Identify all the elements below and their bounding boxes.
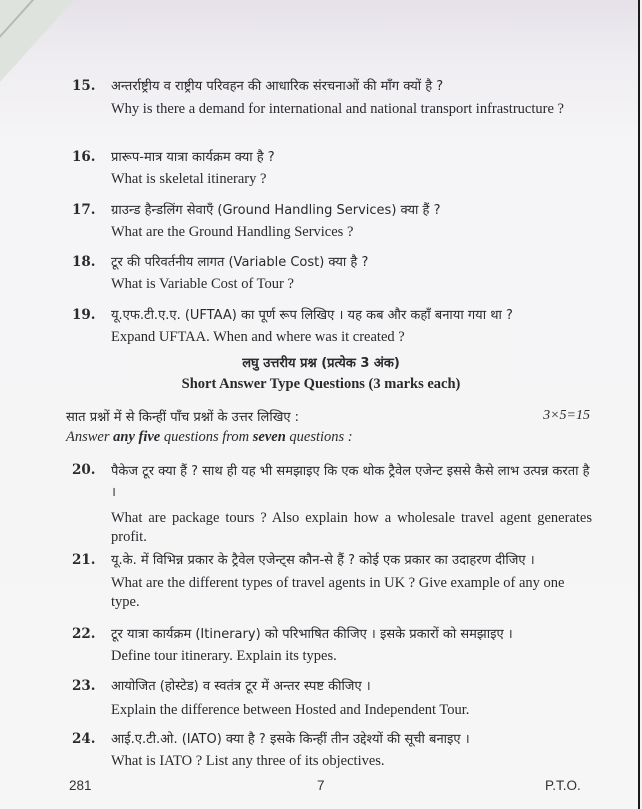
question-18	[72, 253, 592, 294]
question-text-english: What are the different types of travel agents in UK ? Give example of any one type.	[111, 575, 565, 610]
question-text-hindi: प्रारूप-मात्र यात्रा कार्यक्रम क्या है ?	[111, 150, 275, 165]
section-heading	[0, 354, 642, 394]
question-19	[72, 306, 592, 347]
question-23	[72, 677, 592, 720]
instruction-hindi: सात प्रश्नों में से किन्हीं पाँच प्रश्नों के उत्तर लिखिए :	[66, 410, 300, 425]
question-number: 22.	[72, 626, 96, 642]
section-title-hindi: लघु उत्तरीय प्रश्न (प्रत्येक 3 अंक)	[242, 356, 400, 371]
question-number: 24.	[72, 731, 96, 747]
question-text-english: What is skeletal itinerary ?	[111, 171, 267, 187]
question-22	[72, 625, 592, 666]
question-21	[72, 551, 592, 612]
question-text-english: Explain the difference between Hosted and Independent Tour.	[111, 702, 470, 718]
question-16	[72, 148, 592, 189]
question-text-hindi: टूर यात्रा कार्यक्रम (Itinerary) को परिभाषित कीजिए । इसके प्रकारों को समझाइए ।	[111, 627, 513, 642]
question-number: 20.	[72, 462, 96, 478]
question-text-hindi: आयोजित (होस्टेड) व स्वतंत्र टूर में अन्तर स्पष्ट कीजिए ।	[111, 679, 371, 694]
question-text-hindi: पैकेज टूर क्या हैं ? साथ ही यह भी समझाइए कि एक थोक ट्रैवेल एजेन्ट इससे कैसे लाभ उत्पन्न करता है ।	[111, 464, 590, 500]
emphasis-any-five: any five	[113, 429, 161, 445]
question-number: 15.	[72, 78, 96, 94]
question-24	[72, 730, 592, 771]
question-number: 21.	[72, 552, 96, 568]
folded-page-corner	[0, 0, 74, 82]
question-15	[72, 77, 592, 119]
question-text-english: What is Variable Cost of Tour ?	[111, 276, 294, 292]
page-number: 7	[317, 778, 325, 793]
question-text-english: Define tour itinerary. Explain its types.	[111, 648, 337, 664]
question-text-hindi: टूर की परिवर्तनीय लागत (Variable Cost) क्या है ?	[111, 255, 369, 270]
question-number: 16.	[72, 149, 96, 165]
instruction-english: Answer any five questions from seven questions :	[66, 429, 353, 445]
question-number: 18.	[72, 254, 96, 270]
section-title-english: Short Answer Type Questions (3 marks each)	[181, 376, 461, 392]
question-text-hindi: अन्तर्राष्ट्रीय व राष्ट्रीय परिवहन की आधारिक संरचनाओं की माँग क्यों है ?	[111, 79, 444, 94]
question-text-hindi: आई.ए.टी.ओ. (IATO) क्या है ? इसके किन्हीं तीन उद्देश्यों की सूची बनाइए ।	[111, 732, 470, 747]
question-text-hindi: ग्राउन्ड हैन्डलिंग सेवाएँ (Ground Handling Services) क्या हैं ?	[111, 203, 441, 218]
question-text-english: Expand UFTAA. When and where was it created ?	[111, 329, 405, 345]
question-text-english: What are package tours ? Also explain how a wholesale travel agent generates profit.	[111, 510, 592, 545]
page-edge-border	[638, 0, 640, 809]
question-text-hindi: यू.के. में विभिन्न प्रकार के ट्रैवेल एजेन्ट्स कौन-से हैं ? कोई एक प्रकार का उदाहरण दीजिए ।	[111, 553, 535, 568]
paper-code: 281	[69, 778, 92, 793]
question-text-english: What is IATO ? List any three of its objectives.	[111, 753, 385, 769]
question-text-hindi: यू.एफ.टी.ए.ए. (UFTAA) का पूर्ण रूप लिखिए । यह कब और कहाँ बनाया गया था ?	[111, 308, 513, 323]
question-text-english: Why is there a demand for international and national transport infrastructure ?	[111, 101, 564, 117]
question-17	[72, 201, 592, 242]
question-number: 23.	[72, 678, 96, 694]
please-turn-over-marker: P.T.O.	[545, 778, 581, 793]
marks-allocation: 3×5=15	[543, 408, 590, 423]
question-20	[72, 461, 592, 547]
question-number: 19.	[72, 307, 96, 323]
question-number: 17.	[72, 202, 96, 218]
question-text-english: What are the Ground Handling Services ?	[111, 224, 354, 240]
emphasis-seven: seven	[252, 429, 286, 445]
section-instruction	[66, 408, 590, 447]
